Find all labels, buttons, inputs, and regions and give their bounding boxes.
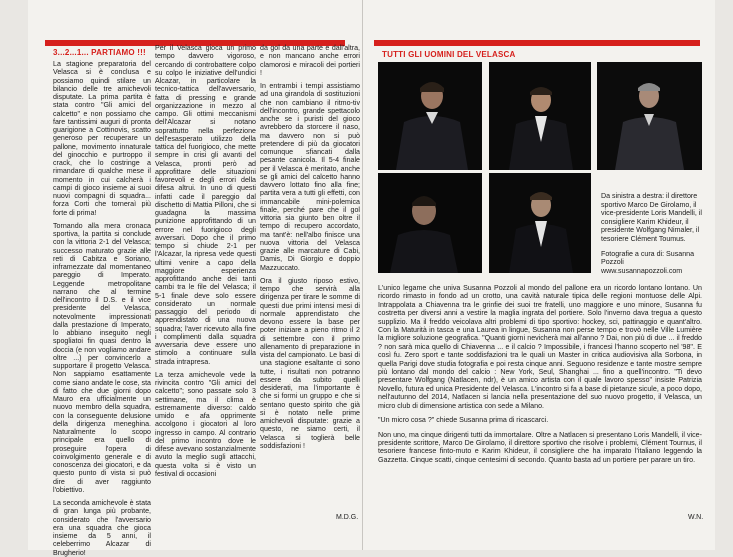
portrait-4-figure: [378, 173, 482, 273]
right-body-text: [378, 284, 702, 470]
right-section-title: TUTTI GLI UOMINI DEL VELASCA: [382, 50, 516, 59]
left-section-title: 3...2...1... PARTIAMO !!!: [53, 48, 146, 57]
portrait-photo-4: [378, 173, 482, 273]
portrait-2-figure: [489, 62, 591, 170]
paragraph: La seconda amichevole è stata di gran lunga più probante, considerato che l'avversario era una squadra che gioca insieme da 5 anni, il celeberrimo Alcazar di Brugherio!: [53, 499, 151, 557]
portrait-photo-5: [489, 173, 591, 273]
paragraph: Per il Velasca gioca un primo tempo davvero vigoroso, cercando di controbattere colpo su colpo le iniziative dell'undici Alcazar, in particolare la tecnico-tattica dell'avversario, fatta di pressing e grande organizzazione in mezzo al campo. Gli ottimi meccanismi dell'Alcazar si notano soprattutto nella perfezione dell'esasperato utilizzo della tattica del fuorigioco, che mette sempre in crisi gli avanti del Velasca, pronti però ad approfittare delle situazioni favorevoli e degli errori della difesa altrui. In uno di questi infatti cade il pareggio dal dischetto di Mattia Pilloni, che si guadagna la massima punizione approfittando di un errore nel fuorigioco degli avversari. Dopo che il primo tempo si chiude 2-1 per l'Alcazar, la ripresa vede questi ultimi venire a capo della maggiore esperienza approfittando anche dei tanti cambi tra le file del Velasca; il 5-1 finale deve solo essere considerato un normale passaggio del periodo di apprendistato di una nuova squadra; l'aver ricevuto alla fine i complimenti dalla squadra avversaria deve essere uno stimolo a continuare sulla strada intrapresa.: [155, 44, 256, 366]
left-column-2: [155, 44, 256, 528]
portrait-1-figure: [378, 62, 482, 170]
paragraph: La terza amichevole vede la rivincita contro "Gli amici del calcetto"; sono passate solo 3 settimane, ma il clima è estremamente diverso: caldo umido e afa opprimente accolgono i giocatori al loro ingresso in campo. Al contrario del primo incontro dove le difese avevano sostanzialmente avuto la meglio sugli attacchi, questa volta si è visto un festival di occasioni: [155, 370, 256, 478]
paragraph: L'unico legame che univa Susanna Pozzoli al mondo del pallone era un ricordo lontano lontano. Un ricordo rimasto in fondo ad un crotto, una cavità naturale tipica delle regioni montuose delle Alpi. Intrappolata a Chiavenna tra le grinfie dei suoi tre fratelli, uno maggiore e uno minore, Susanna fu costretta per diversi anni a vestire la maglia ingrata del portiere. Solo l'inverno dava tregua a questo supplizio. Ma il freddo veicolava altri problemi di tipo sportivo: hockey, sci, pattinaggio e quant'altro. Con la Maturità in tasca e una Laurea in lingue, Susanna non perse tempo e trovò nelle Ville Lumière la migliore soluzione geografica. "Quanti giorni nevicherà mai all'anno ? Dai, non più di due ... il freddo ? non sarà mica quello di Chiavenna ... e il calcio ? Impossibile, i francesi l'hanno scoperto nel '98". E così fu. Zero sport e tante soddisfazioni tra le quali un Master in critica audiovisiva alla Sorbona, in quella Parigi dove studia fotografia e poi resta cinque anni. Seguono residenze e tante mostre sempre più lontano dal mondo del calcio : New York, Seul, Shanghai ... fino a quell'incontro. "Ti devo presentare Wolfgang (Natlacen, ndr), è un amico artista con il quale lavoro spesso" insiste Patrizia Novello, futura ed unica Presidente del Velasca. L'incontro si fa a base di pietanze sicule, a poco dopo, nell'autunno del 2014, Natlacen si lancia nella presentazione del suo nuovo progetto, il Velasca, un micro club di dimensione artistica con sede a Milano.: [378, 284, 702, 410]
paragraph: Tornando alla mera cronaca sportiva, la partita si conclude con la vittoria 2-1 del Velasca; successo maturato grazie alle reti di Cabitza e Soriano, inframezzate dal momentaneo pareggio di Imperato. Leggende metropolitane narrano che al termine dell'incontro il D.S. e il vice presidente del Velasca, notevolmente impressionati dalla prestazione di Imperato, lo abbiano inseguito negli spogliatoi fin quasi dentro la doccia (e non vogliamo andare oltre ...) per convincerlo a supportare il progetto Velasca. Non sappiamo esattamente come siano andate le cose, sta di fatto che due giorni dopo Mauro era ufficialmente un nuovo membro della squadra, con la conseguente delusione della dirigenza meneghina. Naturalmente lo scopo principale era quello di proseguire l'opera di coinvolgimento generale e di conoscenza dei giocatori, e da questo punto di vista si può dire di aver raggiunto l'obiettivo.: [53, 221, 151, 494]
left-column-3: [260, 44, 360, 510]
paragraph: In entrambi i tempi assistiamo ad una girandola di sostituzioni che non cambiano il ritmo-tiv dell'incontro, grande spettacolo anche se i puristi del gioco avrebbero da storcere il naso, ma davvero non si può pretendere di più da giocatori comunque sfiancati dalla pesante canicola. Il 5-4 finale per il Velasca è meritato, anche se gli amici del calcetto hanno davvero lottato fino alla fine; partita vera a tutti gli effetti, con immancabile mini-polemica finale, perché pare che il gol vittoria sia giunto ben oltre il tempo di recupero accordato, ma tant'è: nell'albo finisce una nuova vittoria del Velasca grazie alle marcature di Cabi, Damis, Di Giorgio e doppio Mazzuccato.: [260, 82, 360, 272]
paragraph: "Un micro cosa ?" chiede Susanna prima di ricascarci.: [378, 416, 549, 425]
left-signature: M.D.G.: [336, 514, 359, 521]
photo-caption: [601, 192, 705, 281]
portrait-3-figure: [597, 62, 702, 170]
paragraph: La stagione preparatoria del Velasca si è conclusa e possiamo quindi stilare un bilancio delle tre amichevoli disputate. La prima partita è stata contro "Gli amici del calcetto" e non possiamo che fare tantissimi auguri di pronta guarigione a Cottinovis, scatto generoso per recuperare un pallone, movimento innaturale del ginocchio e purtroppo il crack, che lo costringe a rimandare di qualche mese il momento in cui calcherà i campi di gioco insieme ai suoi nuovi compagni di squadra... forza Corti che torneraì più forte di prima!: [53, 60, 151, 217]
caption-text: Da sinistra a destra: il direttore sportivo Marco De Girolamo, il vice-presidente Loris Mandelli, il consigliere Karim Khideur, il presidente Wolfgang Nimaler, il tesoriere Clément Toumus.: [601, 192, 702, 243]
portrait-5-figure: [489, 173, 591, 273]
portrait-photo-3: [597, 62, 702, 170]
paragraph: da gol da una parte e dall'altra, e non mancano anche errori clamorosi e miracoli dei portieri !: [260, 44, 360, 77]
right-header-bar: [374, 40, 700, 46]
portrait-photo-2: [489, 62, 591, 170]
paragraph: Non uno, ma cinque dirigenti tutti da immortalare. Oltre a Natlacen si presentano Loris Mandelli, il vice-presidente scrittore, Marco De Girolamo, il direttore sportivo che risolve i problemi, Clément Tournus, il tesoriere francese finto-muto e Karim Khideur, il consigliere che ha imparato l'italiano leggendo la Gazzetta. Cinque scatti, cinque centesimi di secondo. Quanto basta ad un portiere per parare un tiro.: [378, 430, 702, 464]
right-signature: W.N.: [688, 514, 704, 521]
left-column-1: [53, 60, 151, 557]
portrait-photo-1: [378, 62, 482, 170]
paragraph: Ora il giusto riposo estivo, tempo che servirà alla dirigenza per tirare le somme di questi due primi intensi mesi di normale apprendistato che devono essere la base per poter iniziare a pieno ritmo il 2 di settembre con il primo allenamento di preparazione in vista del campionato. Le basi di una stagione esaltante ci sono tutte, i risultati non potranno essere da subito quelli desiderati, ma l'importante è che si formi un gruppo e che si sentano questo spirito che già si è notato nelle prime amichevoli disputate: grazie a questo, ne siamo certi, il Velasca si toglierà belle soddisfazioni !: [260, 276, 360, 450]
photo-credit: Fotografie a cura di: Susanna Pozzoli www.susannapozzoli.com: [601, 249, 695, 275]
